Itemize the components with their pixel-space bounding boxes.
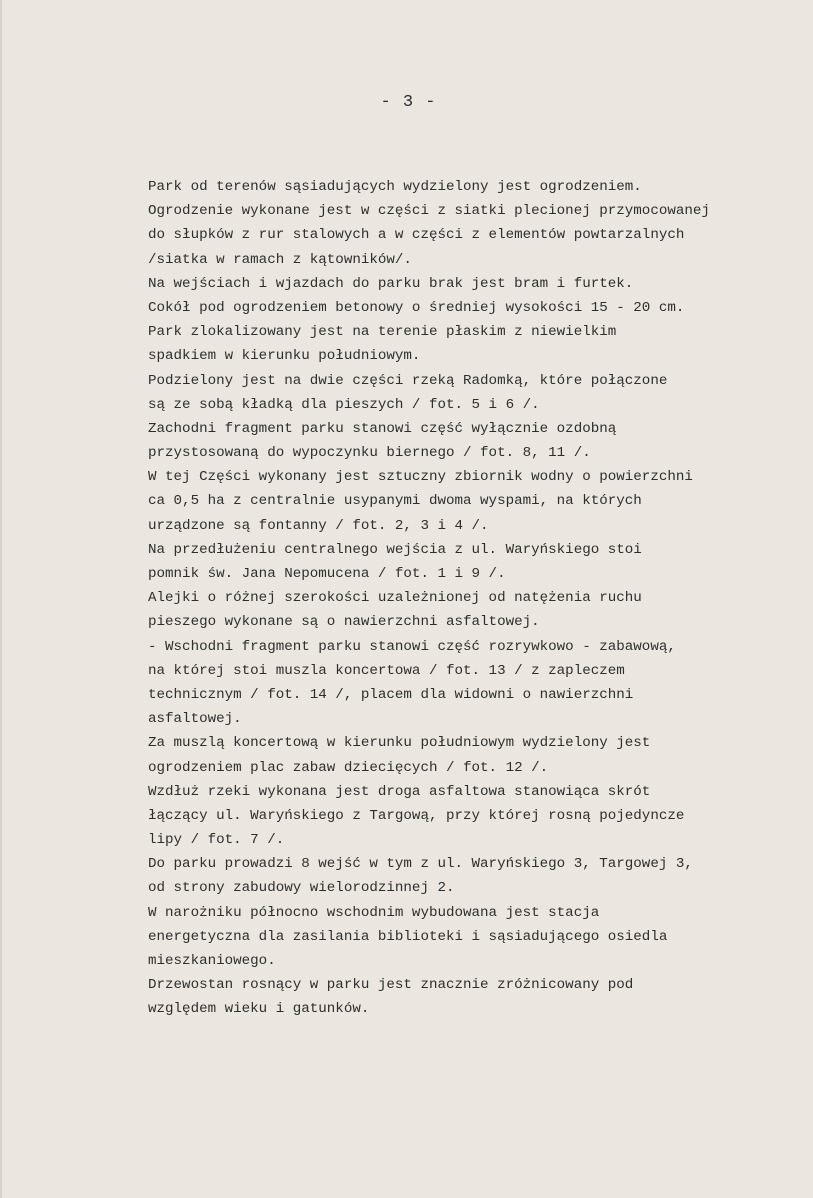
text-line: ca 0,5 ha z centralnie usypanymi dwoma wyspami, na których xyxy=(148,493,642,510)
text-line: Drzewostan rosnący w parku jest znacznie zróżnicowany pod xyxy=(148,977,634,994)
text-line: Na wejściach i wjazdach do parku brak jest bram i furtek. xyxy=(148,275,634,292)
text-line: przystosowaną do wypoczynku biernego / fot. 8, 11 /. xyxy=(148,445,591,462)
text-line: Na przedłużeniu centralnego wejścia z ul. Waryńskiego stoi xyxy=(148,541,642,558)
body-text xyxy=(148,175,808,1022)
text-line: pieszego wykonane są o nawierzchni asfaltowej. xyxy=(148,614,540,631)
text-line: Park zlokalizowany jest na terenie płaskim z niewielkim xyxy=(148,324,617,341)
text-line: łączący ul. Waryńskiego z Targową, przy której rosną pojedyncze xyxy=(148,807,685,824)
text-line: od strony zabudowy wielorodzinnej 2. xyxy=(148,880,455,897)
text-line: lipy / fot. 7 /. xyxy=(148,832,285,849)
text-line: asfaltowej. xyxy=(148,711,242,728)
text-line: Park od terenów sąsiadujących wydzielony jest ogrodzeniem. xyxy=(148,179,642,195)
text-line: są ze sobą kładką dla pieszych / fot. 5 i 6 /. xyxy=(148,396,540,413)
text-line: - Wschodni fragment parku stanowi część rozrywkowo - zabawową, xyxy=(148,638,676,655)
text-line: Cokół pod ogrodzeniem betonowy o średniej wysokości 15 - 20 cm. xyxy=(148,299,685,316)
text-line: Wzdłuż rzeki wykonana jest droga asfaltowa stanowiąca skrót xyxy=(148,783,651,800)
text-line: ogrodzeniem plac zabaw dziecięcych / fot. 12 /. xyxy=(148,759,549,776)
text-line: pomnik św. Jana Nepomucena / fot. 1 i 9 /. xyxy=(148,566,506,582)
text-line: Podzielony jest na dwie części rzeką Radomką, które połączone xyxy=(148,372,668,389)
text-line: Ogrodzenie wykonane jest w części z siatki plecionej przymocowanej xyxy=(148,203,710,220)
text-line: urządzone są fontanny / fot. 2, 3 i 4 /. xyxy=(148,517,489,534)
page-number: - 3 - xyxy=(380,93,437,112)
text-line: technicznym / fot. 14 /, placem dla widowni o nawierzchni xyxy=(148,686,634,703)
text-line: mieszkaniowego. xyxy=(148,953,276,969)
text-line: do słupków z rur stalowych a w części z elementów powtarzalnych xyxy=(148,227,685,244)
text-line: Zachodni fragment parku stanowi część wyłącznie ozdobną xyxy=(148,420,617,437)
text-line: Alejki o różnej szerokości uzależnionej od natężenia ruchu xyxy=(148,590,642,607)
text-line: na której stoi muszla koncertowa / fot. 13 / z zapleczem xyxy=(148,662,625,679)
text-line: Do parku prowadzi 8 wejść w tym z ul. Waryńskiego 3, Targowej 3, xyxy=(148,856,693,873)
text-line: W narożniku północno wschodnim wybudowana jest stacja xyxy=(148,904,600,921)
text-line: Za muszlą koncertową w kierunku południowym wydzielony jest xyxy=(148,735,651,752)
text-line: W tej Części wykonany jest sztuczny zbiornik wodny o powierzchni xyxy=(148,469,693,486)
text-line: względem wieku i gatunków. xyxy=(148,1001,370,1018)
text-line: spadkiem w kierunku południowym. xyxy=(148,348,421,365)
text-line: energetyczna dla zasilania biblioteki i sąsiadującego osiedla xyxy=(148,928,668,945)
text-line: /siatka w ramach z kątowników/. xyxy=(148,251,412,268)
